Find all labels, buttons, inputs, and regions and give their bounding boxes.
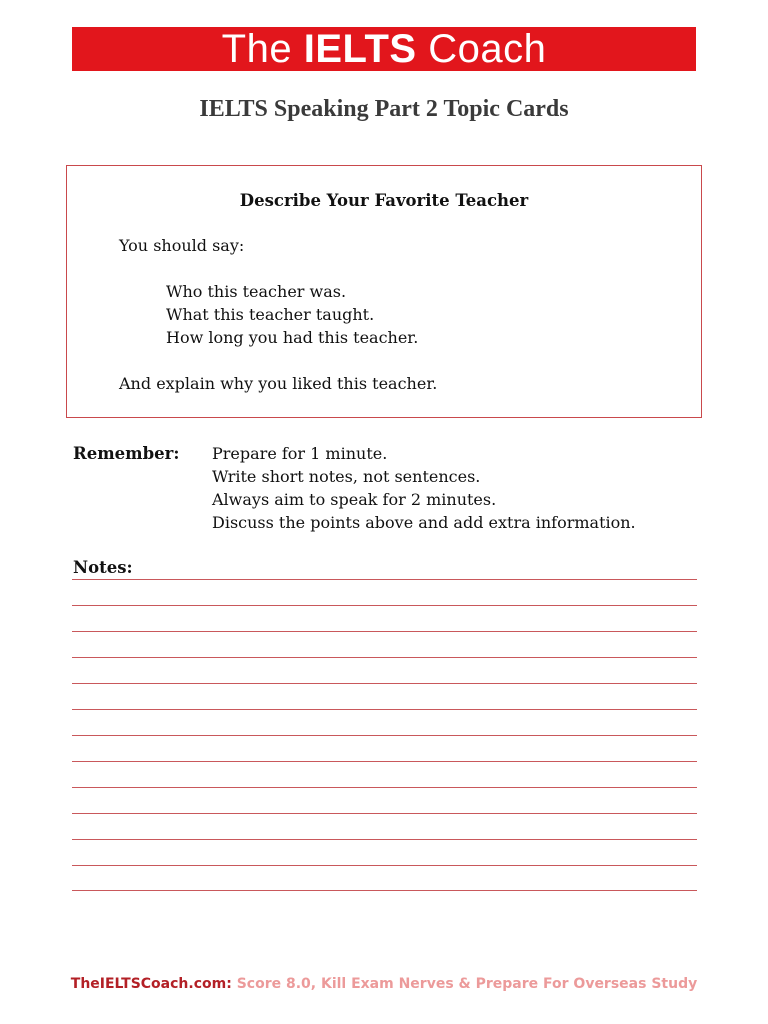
notes-writing-line [72,657,697,658]
footer [0,974,768,994]
topic-card-point: What this teacher taught. [166,305,375,324]
notes-label: Notes: [73,558,133,577]
banner-suffix: Coach [416,27,547,71]
notes-writing-line [72,605,697,606]
notes-writing-line [72,890,697,891]
brand-banner [72,27,696,71]
notes-writing-line [72,761,697,762]
remember-item: Discuss the points above and add extra information. [212,513,636,532]
banner-logo-text [222,27,547,71]
footer-tagline: Score 8.0, Kill Exam Nerves & Prepare For Overseas Study [231,976,698,992]
notes-writing-line [72,709,697,710]
notes-writing-line [72,813,697,814]
topic-card-point: Who this teacher was. [166,282,347,301]
notes-writing-line [72,631,697,632]
notes-writing-line [72,579,697,580]
topic-card-intro: You should say: [119,236,245,255]
topic-card [66,165,702,418]
topic-card-closing: And explain why you liked this teacher. [119,374,438,393]
notes-writing-line [72,865,697,866]
banner-prefix: The [221,27,304,71]
footer-brand-link[interactable]: TheIELTSCoach.com: [70,976,232,992]
topic-card-heading: Describe Your Favorite Teacher [239,191,529,210]
notes-writing-line [72,683,697,684]
notes-writing-line [72,787,697,788]
notes-writing-line [72,839,697,840]
remember-item: Prepare for 1 minute. [212,444,388,463]
remember-item: Always aim to speak for 2 minutes. [212,490,497,509]
topic-card-point: How long you had this teacher. [166,328,419,347]
remember-list [212,442,636,534]
page-title: IELTS Speaking Part 2 Topic Cards [199,96,569,122]
notes-writing-line [72,735,697,736]
remember-item: Write short notes, not sentences. [212,467,481,486]
banner-brand: IELTS [303,27,417,71]
remember-label: Remember: [73,444,180,463]
